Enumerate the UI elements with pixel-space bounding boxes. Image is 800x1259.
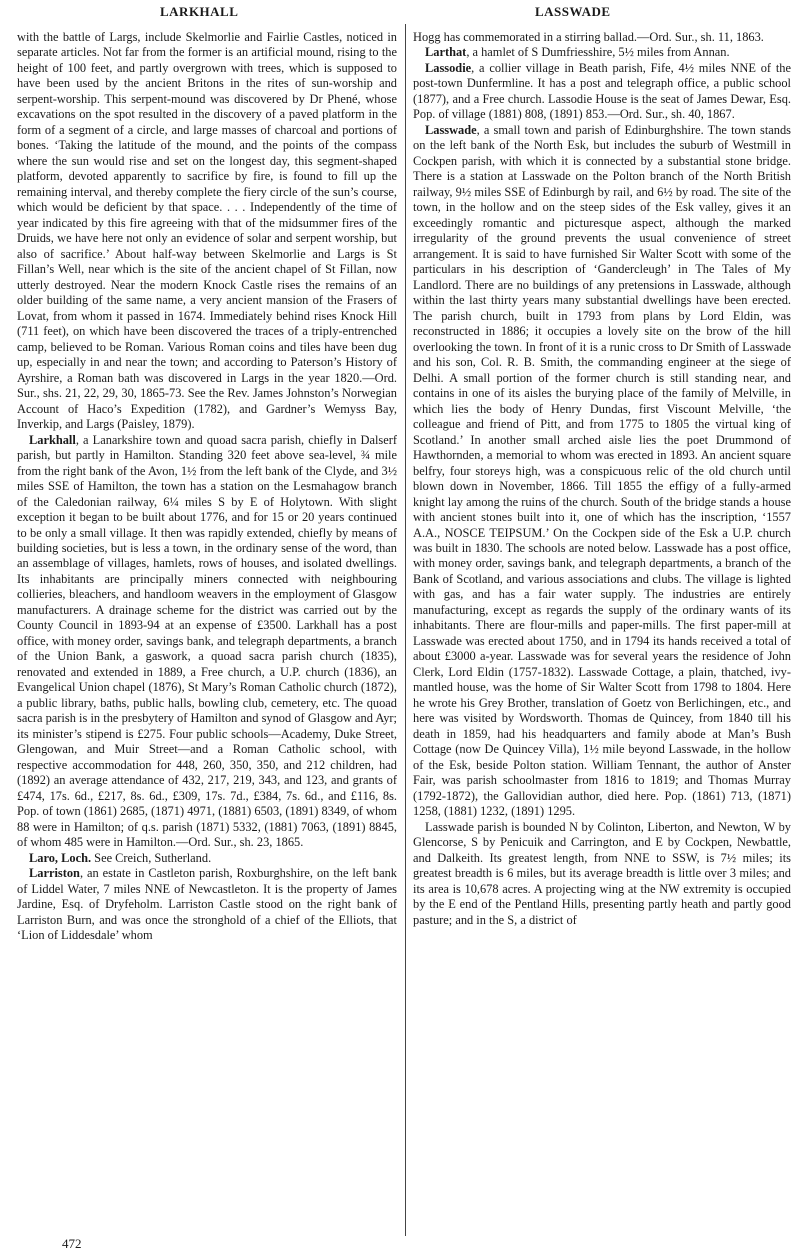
entry-headword: Larriston: [29, 866, 80, 881]
entry-text: See Creich, Sutherland.: [91, 850, 212, 865]
entry-text: Lasswade parish is bounded N by Colinton, Liberton, and Newton, W by Glencorse, S by Penicuik and Carrington, and E by Cockpen, Newbattle, and Dalkeith. Its greatest length, from NNE to SSW, is 7½ miles; its greatest breadth is 6 miles, but its average breadth is little over 3 miles; and its area is 10,678 acres. A projecting wing at the NW extremity is occupied by the E end of the Pentland Hills, presenting partly heath and partly good pasture; and in the S, a district of: [413, 819, 791, 927]
entry-lasswade: [413, 123, 791, 820]
running-head-right: LASSWADE: [535, 4, 611, 19]
column-divider: [405, 24, 406, 1236]
entry-text: , a hamlet of S Dumfriesshire, 5½ miles from Annan.: [466, 45, 730, 60]
entry-headword: Lasswade: [425, 122, 477, 137]
entry-larthat: [413, 45, 791, 60]
left-column: [17, 30, 397, 1240]
entry-text: , a Lanarkshire town and quoad sacra parish, chiefly in Dalserf parish, but partly in Hamilton. Standing 320 feet above sea-level, ¾ mile from the right bank of the Avon, 1½ from the left bank of the Clyde, and 3½ miles SSE of Hamilton, the town has a station on the Lesmahagow branch of the Caledonian railway, 6¼ miles S by E of Holytown. With slight exception it began to be built about 1776, and for 15 or 20 years continued to be only a small village. It then was rapidly extended, chiefly by means of building societies, but is less a town, in the ordinary sense of the word, than an assemblage of villages, hamlets, rows of houses, and isolated dwellings. Its inhabitants are principally miners connected with neighbouring collieries, bleachers, and handloom weavers in the employment of Glasgow manufacturers. A drainage scheme for the district was carried out by the County Council in 1893-94 at an expense of £3500. Larkhall has a post office, with money order, savings bank, and telegraph departments, a branch of the Union Bank, a gaswork, a quoad sacra parish church (1835), renovated and extended in 1889, a Free church, a U.P. church (1836), an Evangelical Union chapel (1876), St Mary’s Roman Catholic church (1872), a public library, baths, public halls, bowling club, cemetery, etc. The quoad sacra parish is in the presbytery of Hamilton and synod of Glasgow and Ayr; its minister’s stipend is £275. Four public schools—Academy, Duke Street, Glengowan, and Muir Street—and a Roman Catholic school, with respective accommodation for 448, 260, 350, 350, and 212 children, had (1892) an average attendance of 432, 217, 219, 343, and 123, and grants of £474, 17s. 6d., £217, 8s. 6d., £309, 17s. 7d., £384, 7s. 6d., and £116, 8s. Pop. of town (1861) 2685, (1871) 4971, (1881) 6503, (1891) 8349, of whom 88 were in Hamilton; of q.s. parish (1871) 5332, (1881) 7063, (1891) 8845, of whom 485 were in Hamilton.—Ord. Sur., sh. 23, 1865.: [17, 432, 397, 850]
entry-text: , a collier village in Beath parish, Fife, 4½ miles NNE of the post-town Dunfermline. It has a post and telegraph office, a public school (1877), and a Free church. Lassodie House is the seat of James Dewar, Esq. Pop. of village (1881) 808, (1891) 853.—Ord. Sur., sh. 40, 1867.: [413, 60, 791, 122]
right-column: [413, 30, 791, 1240]
continuation-paragraph: Hogg has commemorated in a stirring ballad.—Ord. Sur., sh. 11, 1863.: [413, 30, 764, 44]
continuation-paragraph: with the battle of Largs, include Skelmorlie and Fairlie Castles, noticed in separate articles. Not far from the former is an artificial mound, rising to the height of 100 feet, and partly overgrown with trees, which is supposed to have been used by the ancient Britons in the rites of sun-worship and serpent-worship. This serpent-mound was discovered by Dr Phené, whose excavations on the spot resulted in the discovery of a paved platform in the form of a segment of a circle, and large masses of charcoal and portions of bones. ‘Taking the latitude of the mound, and the points of the compass where the sun would rise and set on the longest day, this segment-shaped platform, devoted apparently to sacrifice by fire, is found to fill up the remaining interval, and thereby complete the fiery circle of the sun’s course, which would be deficient by that space. . . . Independently of the time of year indicated by this fire agreeing with that of the midsummer fires of the Druids, we have here not only an evidence of solar and serpent worship, but also of sacrifice.’ About half-way between Skelmorlie and Largs is St Fillan’s Well, near which is the site of the ancient chapel of St Fillan, now utterly destroyed. Near the modern Knock Castle rises the remains of an older building of the same name, a very ancient mansion of the Frasers of Lovat, from whom it passed in 1674. Immediately behind rises Knock Hill (711 feet), on which have been discovered the traces of a triply-entrenched camp, believed to be Roman. Various Roman coins and tiles have been dug up, especially in and near the town; and according to Paterson’s History of Ayrshire, a Roman bath was discovered in Largs in the year 1820.—Ord. Sur., shs. 21, 22, 29, 30, 1865-73. See the Rev. James Johnston’s Norwegian Account of Haco’s Expedition (1782), and Gardner’s Wemyss Bay, Inverkip, and Largs (Paisley, 1879).: [17, 30, 397, 432]
entry-text: , a small town and parish of Edinburghshire. The town stands on the left bank of the North Esk, but includes the suburb of Westmill in Cockpen parish, with which it is connected by a substantial stone bridge. There is a station at Lasswade on the Polton branch of the North British railway, 9½ miles SSE of Edinburgh by rail, and 6½ by road. The site of the town, in the hollow and on the steep sides of the Esk valley, gives it an exceedingly romantic and picturesque aspect, although the marked irregularity of the ground prevents the usual convenience of street arrangement. It is said to have furnished Sir Walter Scott with some of the particulars in his description of ‘Gandercleugh’ in The Tales of My Landlord. There are no buildings of any pretensions in Lasswade, although within the last thirty years many substantial dwellings have been erected. The parish church, built in 1793 from plans by Lord Eldin, was reconstructed in 1886; it occupies a lovely site on the brow of the hill overlooking the town. In front of it is a runic cross to Dr Smith of Lasswade and his son, Col. R. B. Smith, the commanding engineer at the siege of Delhi. A small portion of the former church is still standing near, and contains in one of its aisles the burying place of the family of Melville, in which lies the body of Henry Dundas, first Viscount Melville, ‘the colleague and friend of Pitt, and from 1775 to 1805 the virtual king of Scotland.’ In another small arched aisle lies the poet Drummond of Hawthornden, a memorial to whom was erected in 1893. An ancient square belfry, four storeys high, was a conspicuous relic of the old church until blown down in November, 1866. Till 1855 the effigy of a fully-armed knight lay among the ruins of the church. South of the bridge stands a house with ancient stones built into it, one of which has the inscription, ‘1557 A.A., NOSCE TEIPSUM.’ On the Cockpen side of the Esk a U.P. church was built in 1830. The schools are noted below. Lasswade has a post office, with money order, savings bank, and telegraph departments, a branch of the Bank of Scotland, and various associations and clubs. The village is lighted with gas, and has a fair water supply. The industries are entirely manufacturing, except as regards the supply of the ordinary wants of its inhabitants. There are flour-mills and paper-mills. The first paper-mill at Lasswade was erected about 1750, and in 1794 its hands received a total of about £3000 a-year. Lasswade was for several years the residence of John Clerk, Lord Eldin (1757-1832). Lasswade Cottage, a plain, thatched, ivy-mantled house, was the home of Sir Walter Scott from 1798 to 1804. Here he wrote his Grey Brother, translation of Goetz von Berlichingen, etc., and here was visited by Wordsworth. Thomas de Quincey, from 1840 till his death in 1859, had his headquarters and family abode at Man’s Bush Cottage (now De Quincey Villa), 1½ mile beyond Lasswade, in the hollow of the Esk, beside Polton station. William Tennant, the author of Anster Fair, was parish schoolmaster from 1816 to 1819; and Thomas Murray (1792-1872), the Gallovidian author, died here. Pop. (1861) 713, (1871) 1258, (1881) 1232, (1891) 1295.: [413, 122, 791, 819]
entry-headword: Laro, Loch.: [29, 850, 92, 865]
entry-lassodie: [413, 61, 791, 123]
running-head-left: LARKHALL: [160, 4, 239, 19]
page-number: 472: [62, 1236, 82, 1251]
entry-text: , an estate in Castleton parish, Roxburghshire, on the left bank of Liddel Water, 7 miles NNE of Newcastleton. It is the property of James Jardine, Esq. of Dryfeholm. Larriston Castle stood on the right bank of Larriston Burn, and was once the stronghold of a chief of the Elliots, that ‘Lion of Liddesdale’ whom: [17, 866, 397, 943]
entry-headword: Larkhall: [29, 432, 76, 447]
entry-headword: Lassodie: [425, 60, 472, 75]
entry-laro-loch: [17, 851, 397, 866]
entry-headword: Larthat: [425, 45, 467, 60]
entry-lasswade-parish: [413, 820, 791, 928]
entry-larriston: [17, 866, 397, 943]
entry-larkhall: [17, 433, 397, 851]
